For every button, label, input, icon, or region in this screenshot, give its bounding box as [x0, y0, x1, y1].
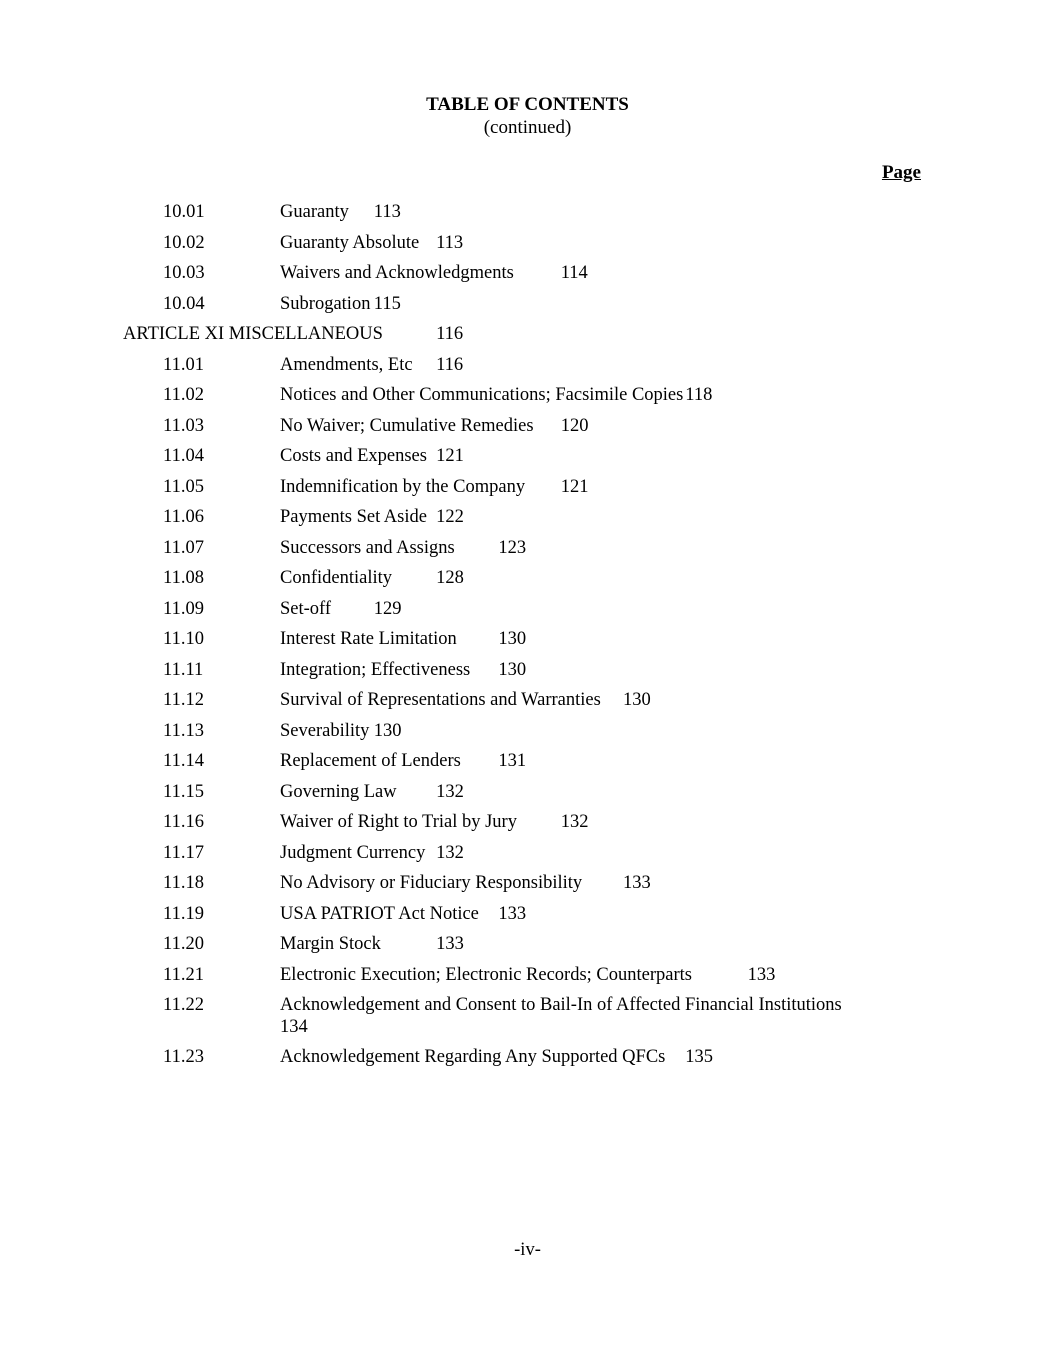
section-number: 11.18	[163, 873, 204, 893]
toc-row	[0, 538, 940, 560]
section-title: Indemnification by the Company	[280, 476, 526, 497]
page-number: 130	[373, 720, 402, 741]
page-number: 134	[280, 1016, 308, 1037]
section-title: Subrogation	[280, 293, 371, 314]
section-title: Replacement of Lenders	[280, 751, 461, 771]
toc-row	[0, 385, 940, 407]
toc-row	[0, 873, 940, 895]
tab-gap	[331, 613, 374, 614]
toc-row	[0, 965, 940, 987]
section-number: 11.17	[163, 842, 204, 863]
tab-gap	[517, 826, 561, 827]
toc-row	[0, 690, 940, 712]
page-title: TABLE OF CONTENTS	[426, 94, 629, 115]
document-heading	[0, 94, 1055, 139]
page-number: 113	[373, 202, 401, 222]
toc-row	[0, 1047, 940, 1069]
section-number: 10.04	[163, 293, 205, 314]
tab-gap	[397, 796, 436, 797]
section-title: Costs and Expenses	[280, 446, 427, 466]
toc-row	[0, 446, 940, 468]
tab-gap	[665, 1061, 685, 1062]
section-title: Judgment Currency	[280, 842, 426, 863]
page-number: 132	[560, 812, 589, 832]
page-number: 133	[623, 873, 651, 893]
section-title: No Advisory or Fiduciary Responsibility	[280, 873, 583, 893]
tab-gap	[419, 247, 436, 248]
tab-gap	[457, 643, 499, 644]
section-title: Margin Stock	[280, 934, 381, 954]
page-number: 118	[685, 385, 713, 405]
toc-row	[0, 751, 940, 773]
toc-row	[0, 660, 940, 682]
toc-list	[0, 202, 940, 1078]
page-number: 113	[436, 232, 464, 253]
section-number: 11.03	[163, 415, 204, 436]
section-title: Payments Set Aside	[280, 507, 427, 527]
page-number: 132	[436, 842, 464, 863]
page-subtitle: (continued)	[483, 116, 572, 138]
tab-gap	[601, 704, 623, 705]
toc-row	[0, 263, 940, 285]
page-number: 133	[436, 934, 464, 954]
tab-gap	[425, 857, 436, 858]
section-title: Acknowledgement Regarding Any Supported QFCs	[280, 1047, 666, 1068]
tab-gap	[383, 338, 436, 339]
tab-gap	[461, 765, 499, 766]
section-number: 11.02	[163, 385, 204, 405]
section-title: Waivers and Acknowledgments	[280, 263, 514, 283]
toc-row	[0, 233, 940, 255]
page-number: 116	[436, 354, 464, 375]
page-footer-number: -iv-	[514, 1240, 541, 1260]
section-number: 11.05	[163, 476, 204, 497]
section-number: 11.06	[163, 507, 204, 527]
section-number: 11.19	[163, 903, 204, 924]
tab-gap	[392, 582, 436, 583]
page-number: 128	[436, 568, 464, 588]
page-number: 135	[685, 1047, 714, 1068]
section-title: Acknowledgement and Consent to Bail-In of Affected Financial Institutions	[280, 995, 842, 1015]
toc-row	[0, 934, 940, 956]
page-number: 114	[560, 263, 588, 283]
toc-row	[0, 904, 940, 926]
toc-row	[0, 477, 940, 499]
tab-gap	[470, 674, 498, 675]
toc-row	[0, 355, 940, 377]
section-title: USA PATRIOT Act Notice	[280, 903, 479, 924]
section-title: Electronic Execution; Electronic Records; Counterparts	[280, 964, 692, 985]
section-number: 11.04	[163, 446, 204, 466]
section-title: Successors and Assigns	[280, 537, 455, 558]
toc-row	[0, 812, 940, 834]
toc-row	[0, 568, 940, 590]
tab-gap	[381, 948, 436, 949]
section-number: 10.01	[163, 202, 205, 222]
section-title: Confidentiality	[280, 568, 393, 588]
section-number: 11.23	[163, 1047, 204, 1068]
section-title: Guaranty	[280, 202, 349, 222]
section-number: 11.12	[163, 690, 204, 710]
section-number: 11.13	[163, 720, 204, 741]
section-number: 11.21	[163, 964, 204, 985]
tab-gap	[427, 460, 436, 461]
section-title: No Waiver; Cumulative Remedies	[280, 415, 534, 436]
section-number: 11.01	[163, 354, 204, 375]
section-number: 11.14	[163, 751, 204, 771]
toc-row	[0, 324, 940, 346]
tab-gap	[525, 491, 561, 492]
tab-gap	[692, 979, 748, 980]
tab-gap	[413, 369, 437, 370]
section-number: 11.11	[163, 659, 204, 680]
section-title: Amendments, Etc	[280, 354, 413, 375]
section-number: 11.07	[163, 537, 204, 558]
page-number: 132	[436, 781, 464, 802]
page-number: 131	[498, 751, 527, 771]
page-number: 121	[560, 476, 589, 497]
page-number: 133	[498, 903, 527, 924]
section-title: Integration; Effectiveness	[280, 659, 471, 680]
page-number: 122	[436, 507, 464, 527]
tab-gap	[582, 887, 623, 888]
page-column-label: Page	[881, 162, 921, 183]
section-title: Interest Rate Limitation	[280, 629, 457, 649]
toc-row	[0, 599, 940, 621]
toc-row	[0, 721, 940, 743]
page-number: 130	[498, 659, 527, 680]
page-number: 121	[436, 446, 464, 466]
section-number: 11.22	[163, 995, 204, 1015]
toc-row	[0, 843, 940, 865]
toc-row	[0, 416, 940, 438]
section-number: 10.02	[163, 232, 205, 253]
section-title: Set-off	[280, 598, 332, 619]
tab-gap	[427, 521, 436, 522]
toc-row	[0, 202, 940, 224]
page-number: 123	[498, 537, 527, 558]
toc-row	[0, 629, 940, 651]
section-number: 11.09	[163, 598, 204, 619]
section-number: 10.03	[163, 263, 205, 283]
section-number: 11.20	[163, 934, 204, 954]
tab-gap	[534, 430, 561, 431]
page-number: 133	[747, 964, 776, 985]
page-number: 116	[436, 324, 464, 344]
section-number: 11.16	[163, 812, 204, 832]
section-title: Governing Law	[280, 781, 397, 802]
section-title: Guaranty Absolute	[280, 232, 420, 253]
toc-row	[0, 507, 940, 529]
section-title: Survival of Representations and Warranties	[280, 690, 601, 710]
section-number: 11.10	[163, 629, 204, 649]
section-number: 11.15	[163, 781, 204, 802]
section-title: ARTICLE XI MISCELLANEOUS	[123, 324, 383, 344]
section-title: Severability	[280, 720, 370, 741]
tab-gap	[479, 918, 498, 919]
tab-gap	[455, 552, 499, 553]
toc-row	[0, 294, 940, 316]
section-title: Waiver of Right to Trial by Jury	[280, 812, 517, 832]
page-number: 130	[623, 690, 651, 710]
page-number: 130	[498, 629, 527, 649]
page-number: 129	[373, 598, 402, 619]
tab-gap	[349, 216, 374, 217]
section-number: 11.08	[163, 568, 204, 588]
toc-row	[0, 782, 940, 804]
tab-gap	[514, 277, 561, 278]
section-title: Notices and Other Communications; Facsimile Copies	[280, 385, 684, 405]
page-number: 120	[560, 415, 589, 436]
page-number: 115	[373, 293, 401, 314]
toc-row	[0, 995, 940, 1038]
